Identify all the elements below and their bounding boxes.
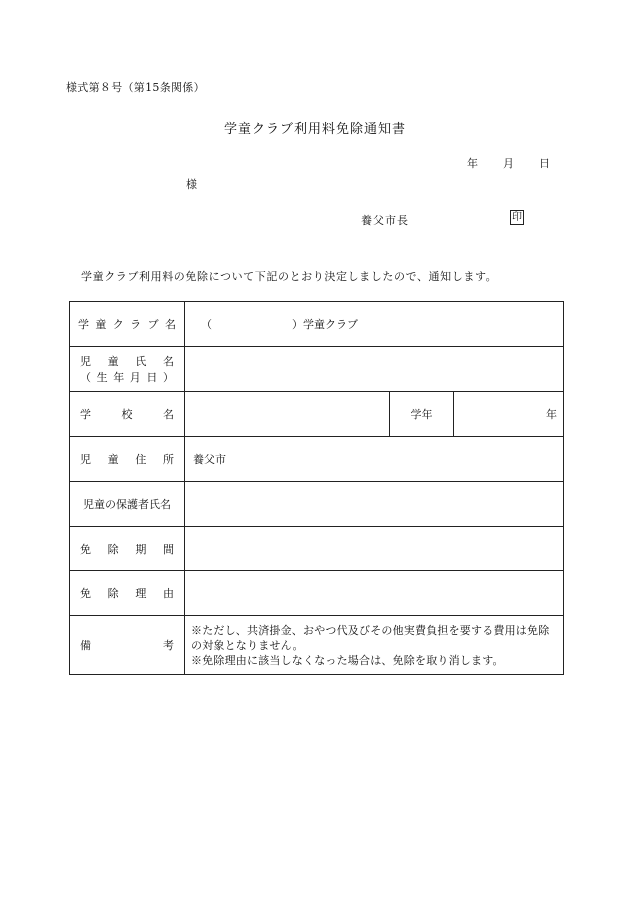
note-2: ※免除理由に該当しなくなった場合は、免除を取り消します。 — [191, 653, 504, 667]
school-name-field[interactable] — [185, 392, 390, 437]
label-child-address: 児 童 住 所 — [70, 437, 185, 482]
seal-mark: 印 — [512, 212, 522, 223]
guardian-name-field[interactable] — [185, 482, 564, 527]
notice-body-text: 学童クラブ利用料の免除について下記のとおり決定しましたので、通知します。 — [81, 270, 498, 283]
document-title: 学童クラブ利用料免除通知書 — [223, 122, 406, 137]
row-child-name — [70, 347, 564, 392]
grade-unit: 年 — [546, 408, 557, 421]
date-month-label: 月 — [503, 157, 514, 170]
row-club-name — [70, 302, 564, 347]
address-field[interactable] — [185, 437, 564, 482]
notes-text — [185, 616, 564, 675]
addressee-suffix: 様 — [186, 178, 197, 191]
label-exemption-period: 免 除 期 間 — [70, 527, 185, 571]
row-reason — [70, 571, 564, 616]
issuer-name: 養父市長 — [361, 214, 409, 227]
address-prefix: 養父市 — [193, 453, 226, 466]
label-child-name: 児 童 氏 名 （ 生 年 月 日 ） — [70, 347, 185, 392]
date-year-label: 年 — [467, 157, 478, 170]
row-period — [70, 527, 564, 571]
row-notes — [70, 616, 564, 675]
label-exemption-reason: 免 除 理 由 — [70, 571, 185, 616]
row-school — [70, 392, 564, 437]
child-name-field[interactable] — [185, 347, 564, 392]
row-guardian — [70, 482, 564, 527]
label-grade: 学年 — [390, 392, 454, 437]
label-school-name: 学 校 名 — [70, 392, 185, 437]
row-address — [70, 437, 564, 482]
label-club-name: 学 童 ク ラ ブ 名 — [70, 302, 185, 347]
label-guardian-name: 児童の保護者氏名 — [70, 482, 185, 527]
form-number: 様式第８号（第15条関係） — [66, 81, 205, 94]
exemption-reason-field[interactable] — [185, 571, 564, 616]
club-name-field[interactable]: （ ）学童クラブ — [185, 302, 564, 347]
grade-field[interactable] — [454, 392, 564, 437]
date-day-label: 日 — [539, 157, 550, 170]
exemption-period-field[interactable] — [185, 527, 564, 571]
note-1: ※ただし、共済掛金、おやつ代及びその他実費負担を要する費用は免除の対象となりません。 — [191, 623, 550, 652]
label-notes: 備 考 — [70, 616, 185, 675]
exemption-table — [69, 301, 564, 675]
